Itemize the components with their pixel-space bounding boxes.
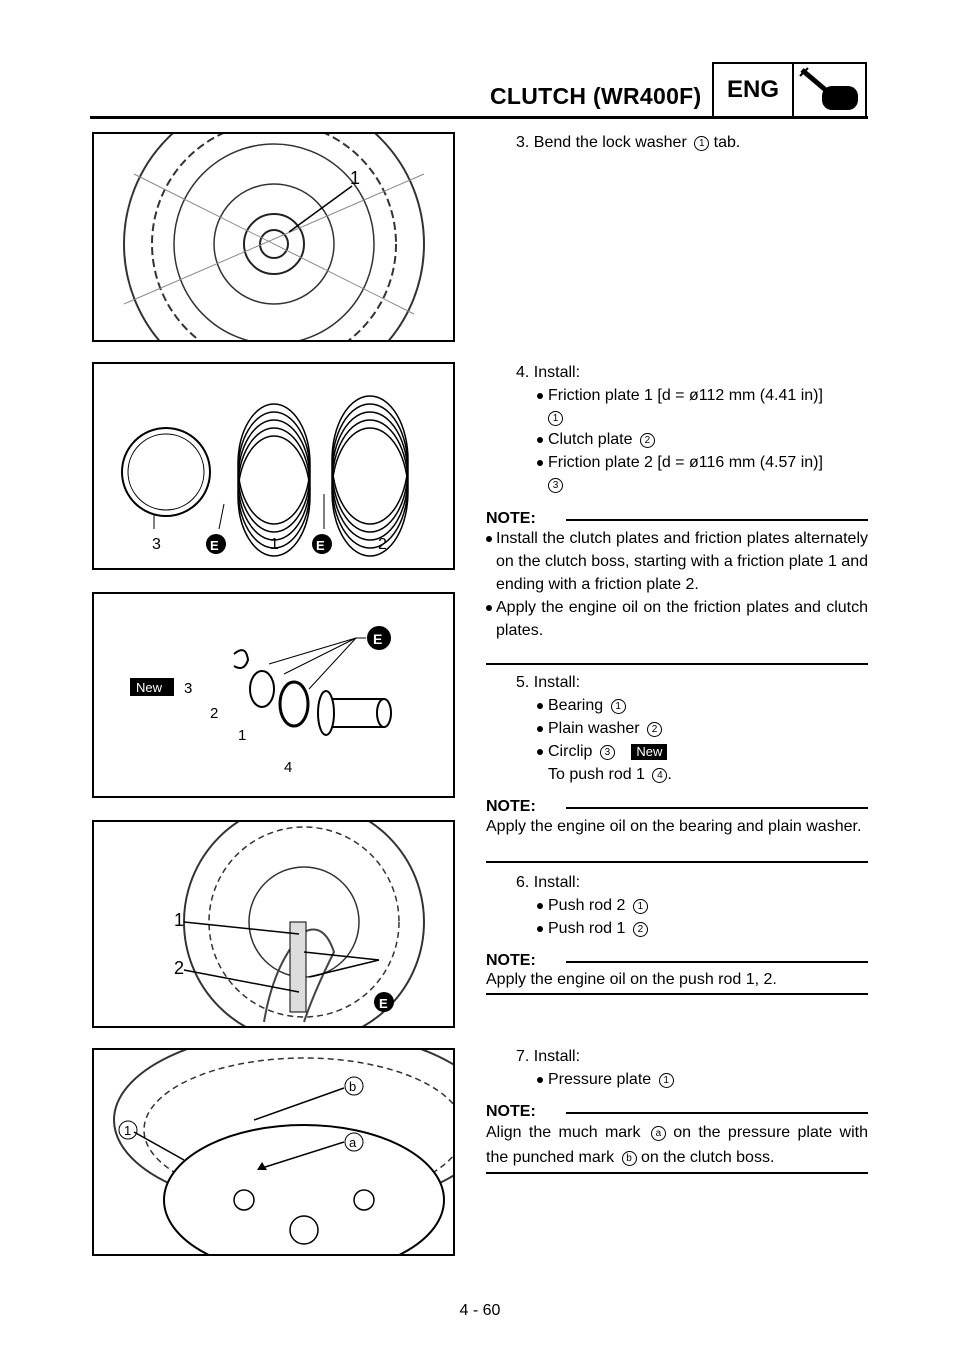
note-rule bbox=[566, 807, 868, 809]
figure-callout: 1 bbox=[124, 1123, 132, 1138]
figure-callout: 3 bbox=[184, 680, 193, 697]
note-end-rule bbox=[486, 1172, 868, 1174]
callout-ref: 2 bbox=[633, 922, 648, 937]
note-label: NOTE: bbox=[486, 952, 536, 969]
callout-ref: 1 bbox=[659, 1073, 674, 1088]
note-rule bbox=[566, 519, 868, 521]
note-rule bbox=[566, 961, 868, 963]
callout-ref: 4 bbox=[652, 768, 667, 783]
figure-callout: 1 bbox=[238, 727, 247, 744]
step-5-heading: 5. Install: bbox=[516, 674, 581, 691]
note-rule bbox=[566, 1112, 868, 1114]
note-label: NOTE: bbox=[486, 510, 536, 527]
section-badge-label: ENG bbox=[714, 64, 794, 116]
figure-callout: b bbox=[349, 1079, 357, 1094]
page-title: CLUTCH (WR400F) bbox=[490, 83, 702, 109]
figure-callout: 3 bbox=[152, 536, 161, 553]
note-body: Install the clutch plates and friction plates alternately on the clutch boss, starting with a friction plate 1 and ending with a friction plate 2. Apply the engine oil on the friction plates and clutch plates. bbox=[486, 527, 868, 642]
callout-ref: 1 bbox=[611, 699, 626, 714]
figure-callout: 2 bbox=[378, 536, 387, 553]
oil-mark-icon: E bbox=[210, 538, 219, 553]
step-3: 3. Bend the lock washer 1 tab. bbox=[516, 134, 741, 151]
oil-mark-icon: E bbox=[379, 996, 388, 1011]
callout-ref: 1 bbox=[694, 136, 709, 151]
mark-ref: b bbox=[622, 1151, 637, 1166]
callout-ref: 1 bbox=[548, 411, 563, 426]
step-5-target: To push rod 1 4 . bbox=[548, 766, 672, 783]
figure-push-rods bbox=[92, 820, 455, 1028]
note-body: Apply the engine oil on the bearing and plain washer. bbox=[486, 818, 862, 835]
note-end-rule bbox=[486, 663, 868, 665]
note-label: NOTE: bbox=[486, 1103, 536, 1120]
figure-callout: 1 bbox=[350, 168, 361, 188]
figure-callout: 4 bbox=[284, 759, 293, 776]
callout-ref: 3 bbox=[600, 745, 615, 760]
figure-callout: 2 bbox=[174, 958, 185, 978]
note-end-rule bbox=[486, 861, 868, 863]
step-7-heading: 7. Install: bbox=[516, 1048, 581, 1065]
page-number: 4 - 60 bbox=[459, 1302, 501, 1319]
callout-ref: 2 bbox=[640, 433, 655, 448]
figure-plates bbox=[92, 362, 455, 570]
section-badge bbox=[712, 62, 867, 118]
note-label: NOTE: bbox=[486, 798, 536, 815]
note-end-rule bbox=[486, 993, 868, 995]
oil-mark-icon: E bbox=[373, 631, 383, 647]
figure-callout: 1 bbox=[174, 910, 185, 930]
header-rule bbox=[90, 116, 868, 119]
oil-mark-icon: E bbox=[316, 538, 325, 553]
figure-callout: 1 bbox=[270, 536, 279, 553]
step-4-heading: 4. Install: bbox=[516, 364, 581, 381]
figure-lock-washer bbox=[92, 132, 455, 342]
new-part-badge: New bbox=[631, 744, 667, 760]
oil-can-icon bbox=[794, 66, 866, 116]
callout-ref: 1 bbox=[633, 899, 648, 914]
figure-pressure-plate bbox=[92, 1048, 455, 1256]
figure-push-rod-assembly bbox=[92, 592, 455, 798]
note-body: Apply the engine oil on the push rod 1, 2. bbox=[486, 971, 777, 988]
note-body: Align the much mark a on the pressure plate with the punched mark b on the clutch boss. bbox=[486, 1124, 868, 1166]
figure-callout: a bbox=[349, 1135, 357, 1150]
new-part-badge: New bbox=[136, 680, 163, 695]
callout-ref: 3 bbox=[548, 478, 563, 493]
callout-ref: 2 bbox=[647, 722, 662, 737]
figure-callout: 2 bbox=[210, 705, 219, 722]
mark-ref: a bbox=[651, 1126, 666, 1141]
step-6-heading: 6. Install: bbox=[516, 874, 581, 891]
